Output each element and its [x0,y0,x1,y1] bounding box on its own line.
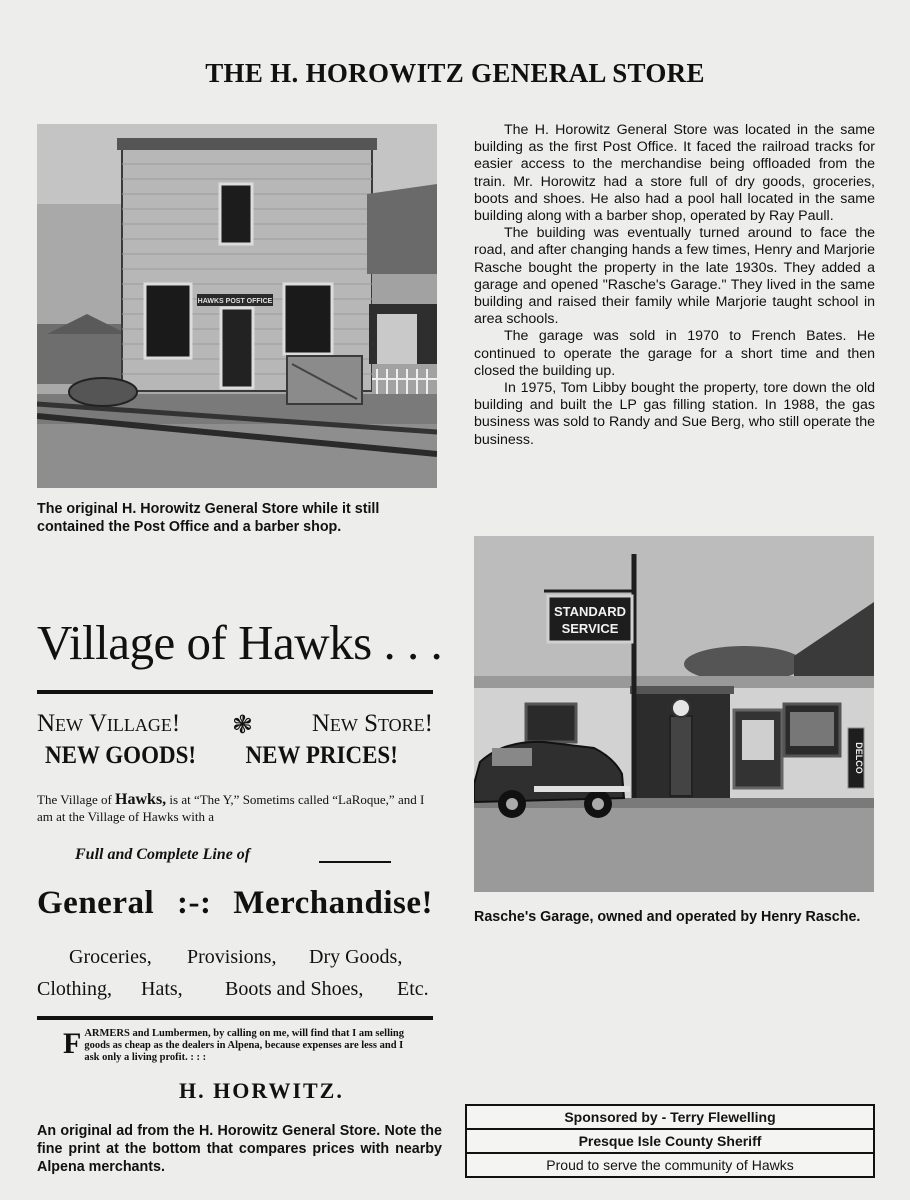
article-paragraph: The garage was sold in 1970 to French Bates. He continued to operate the garage for a short time and then closed the building up. [474,328,875,379]
ad-intro [37,791,437,825]
ad-merchandise: Merchandise! [233,885,433,921]
ad-full-line: Full and Complete Line of [75,846,251,863]
ad-fine-print [63,1028,417,1064]
page-title: THE H. HOROWITZ GENERAL STORE [205,58,705,88]
ad-new-goods-row [45,742,398,770]
standard-sign-line2: SERVICE [561,621,619,636]
ad-ornament: ❃ [232,712,253,739]
ad-caption: An original ad from the H. Horowitz General Store. Note the fine print at the bottom that compares prices with nearby Alpena merchants. [37,1123,442,1175]
sponsor-box [465,1104,875,1178]
ad-new-village: New Village! [37,710,181,737]
sponsor-title: Presque Isle County Sheriff [467,1128,873,1152]
article-paragraph: In 1975, Tom Libby bought the property, tore down the old building and built the LP gas filling station. In 1988, the gas business was sold to Randy and Sue Berg, who still operate the business. [474,380,875,448]
sponsor-name: Sponsored by - Terry Flewelling [564,1109,776,1125]
ad-new-goods: NEW GOODS! [45,742,197,769]
ad-separator: :-: [177,885,212,921]
ad-general-merchandise-row [37,885,433,922]
post-office-sign: HAWKS POST OFFICE [197,298,273,305]
ad-full-line-rule [319,861,391,863]
ad-divider [37,690,433,694]
ad-general: General [37,885,155,921]
ad-item: Etc. [397,978,429,1000]
photo2-caption: Rasche's Garage, owned and operated by Henry Rasche. [474,909,861,925]
ad-item: Provisions, [187,946,277,968]
ad-new-village-row [37,710,433,738]
article-body [474,122,875,449]
ad-item: Dry Goods, [309,946,403,968]
article-paragraph: The H. Horowitz General Store was located in the same building as the first Post Office. It faced the railroad tracks for easier access to the merchandise being offloaded from the train. Mr. Horowitz had a store full of dry goods, groceries, boots and shoes. He also had a pool hall located in the same building along with a barber shop, operated by Ray Paull. [474,122,875,225]
ad-intro-text: The Village of [37,792,116,807]
ad-item: Hats, [141,978,183,1000]
ad-item: Clothing, [37,978,113,1000]
ad-new-prices: NEW PRICES! [245,742,398,769]
store-photo [37,124,437,488]
ad-signature: H. HORWITZ. [179,1078,344,1103]
ad-fine-text: ARMERS and Lumbermen, by calling on me, will find that I am selling goods as cheap as the dealers in Alpena, because expenses are less and I ask only a living profit. : : : [84,1028,405,1063]
standard-sign-line1: STANDARD [554,604,626,619]
ad-new-store: New Store! [311,710,433,737]
sponsor-tagline: Proud to serve the community of Hawks [467,1152,873,1176]
article-paragraph: The building was eventually turned around to face the road, and after changing hands a few times, Henry and Marjorie Rasche bought the property in the late 1930s. They added a garage and opened "Rasche's Garage." They lived in the same building and raised their family while Marjorie taught school in area schools. [474,225,875,328]
ad-item: Boots and Shoes, [225,978,364,1000]
vintage-advertisement [37,608,443,1113]
delco-sign: DELCO [854,742,864,774]
ad-divider [37,1016,433,1020]
ad-item: Groceries, [69,946,152,968]
ad-fine-initial: F [63,1027,82,1060]
ad-intro-text: is at “The Y,” Sometims called “LaRoque,” and I am at the Village of Hawks with a [37,792,425,824]
ad-headline: Village of Hawks . . . [37,615,443,670]
ad-intro-hawks: Hawks, [115,791,167,808]
photo1-caption: The original H. Horowitz General Store while it still contained the Post Office and a barber shop. [37,501,380,535]
garage-photo [474,536,874,892]
